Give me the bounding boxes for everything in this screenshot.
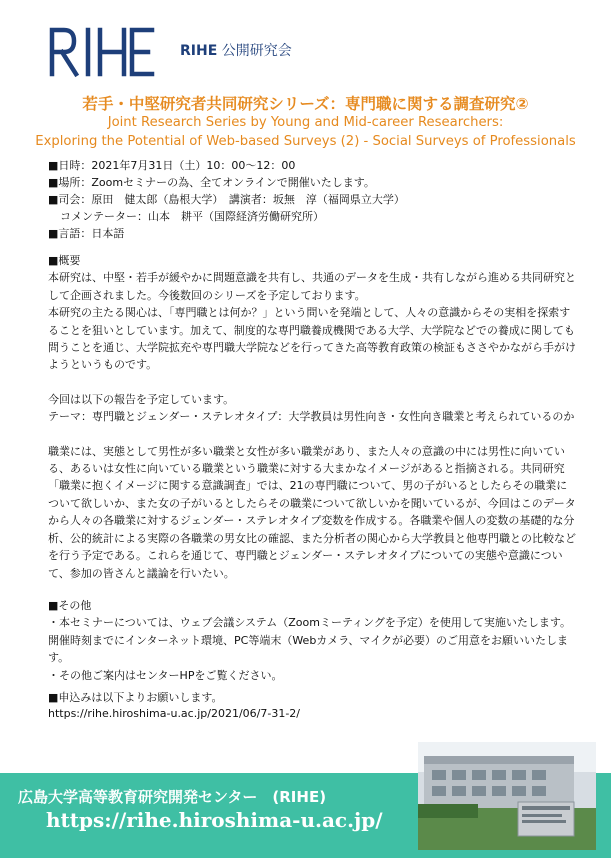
org-suffix: 公開研究会: [217, 43, 292, 59]
title-en-line1: Joint Research Series by Young and Mid-career Researchers:: [107, 115, 504, 130]
info-place: ■場所：Zoomセミナーの為、全てオンラインで開催いたします。: [48, 176, 375, 189]
org-label: [180, 40, 292, 60]
building-photo-image: [418, 742, 596, 850]
other-paragraph-1: ・本セミナーについては、ウェブ会議システム（Zoomミーティングを予定）を使用して実施いたします。開催時刻までにインターネット環境、PC等端末（Webカメラ、マイクが必要）のご用意をお願いいたします。: [48, 616, 571, 665]
apply-section: [48, 689, 576, 706]
overview-theme: テーマ：専門職とジェンダー・ステレオタイプ：大学教員は男性向き・女性向き職業と考えられているのか: [48, 410, 575, 424]
info-date: ■日時：2021年7月31日（土）10：00～12：00: [48, 159, 296, 172]
apply-link[interactable]: https://rihe.hiroshima-u.ac.jp/2021/06/7-31-2/: [48, 707, 301, 720]
title-jp: 若手・中堅研究者共同研究シリーズ：専門職に関する調査研究②: [82, 95, 529, 113]
info-moderator: ■司会：原田 健太郎（島根大学） 講演者：坂無 淳（福岡県立大学）: [48, 193, 405, 206]
rihe-logo: [44, 24, 164, 80]
overview-section: [48, 252, 576, 582]
info-language: ■言語：日本語: [48, 227, 125, 240]
apply-heading: ■申込みは以下よりお願いします。: [48, 691, 223, 704]
title-en: [0, 113, 611, 151]
building-photo: [418, 742, 596, 850]
event-info: [48, 157, 405, 242]
other-paragraph-2: ・その他ご案内はセンターHPをご覧ください。: [48, 668, 283, 682]
overview-paragraph-1: 本研究は、中堅・若手が緩やかに問題意識を共有し、共通のデータを生成・共有しながら進める共同研究として企画されました。今後数回のシリーズを予定しております。: [48, 271, 576, 302]
overview-paragraph-2: 本研究の主たる関心は、「専門職とは何か？」という問いを発端として、人々の意識からその実相を探索することを狙いとしています。加えて、制度的な専門職養成機関である大学、大学院などでの養成に関しても問うことを通じ、大学院拡充や専門職大学院などを行ってきた高等教育政策の検証もささやかながら手がけようというものです。: [48, 306, 576, 372]
info-commentator: コメンテーター：山本 耕平（国際経済労働研究所）: [60, 210, 324, 223]
overview-paragraph-3: 今回は以下の報告を予定しています。: [48, 392, 235, 406]
title-en-line2: Exploring the Potential of Web-based Surveys (2) - Social Surveys of Professionals: [35, 134, 576, 149]
footer-url-link[interactable]: https://rihe.hiroshima-u.ac.jp/: [46, 808, 383, 832]
footer-title: 広島大学高等教育研究開発センター (RIHE): [18, 788, 327, 806]
overview-heading: ■概要: [48, 254, 81, 267]
other-heading: ■その他: [48, 599, 92, 612]
org-name: RIHE: [180, 43, 218, 59]
overview-paragraph-5: 職業には、実態として男性が多い職業と女性が多い職業があり、また人々の意識の中には男性に向いている、あるいは女性に向いている職業という職業に対する大まかなイメージがあると指摘される。共同研究「職業に抱くイメージに関する意識調査」では、21の専門職について、男の子がいるとしたらその職業について欲しいか、また女の子がいるとしたらその職業について欲しいかを聞いているが、今回はこのデータから人々の各職業に対するジェンダー・ステレオタイプ変数を作成する。各職業や個人の変数の基礎的な分析、公的統計による実際の各職業の男女比の確認、また分析者の関心から大学教員と他専門職との比較などを行う予定である。これらを通じて、専門職とジェンダー・ステレオタイプについての実態や意識について、参加の皆さんと議論を行いたい。: [48, 444, 576, 580]
other-section: [48, 597, 576, 684]
rihe-logo-mark: [44, 24, 164, 80]
